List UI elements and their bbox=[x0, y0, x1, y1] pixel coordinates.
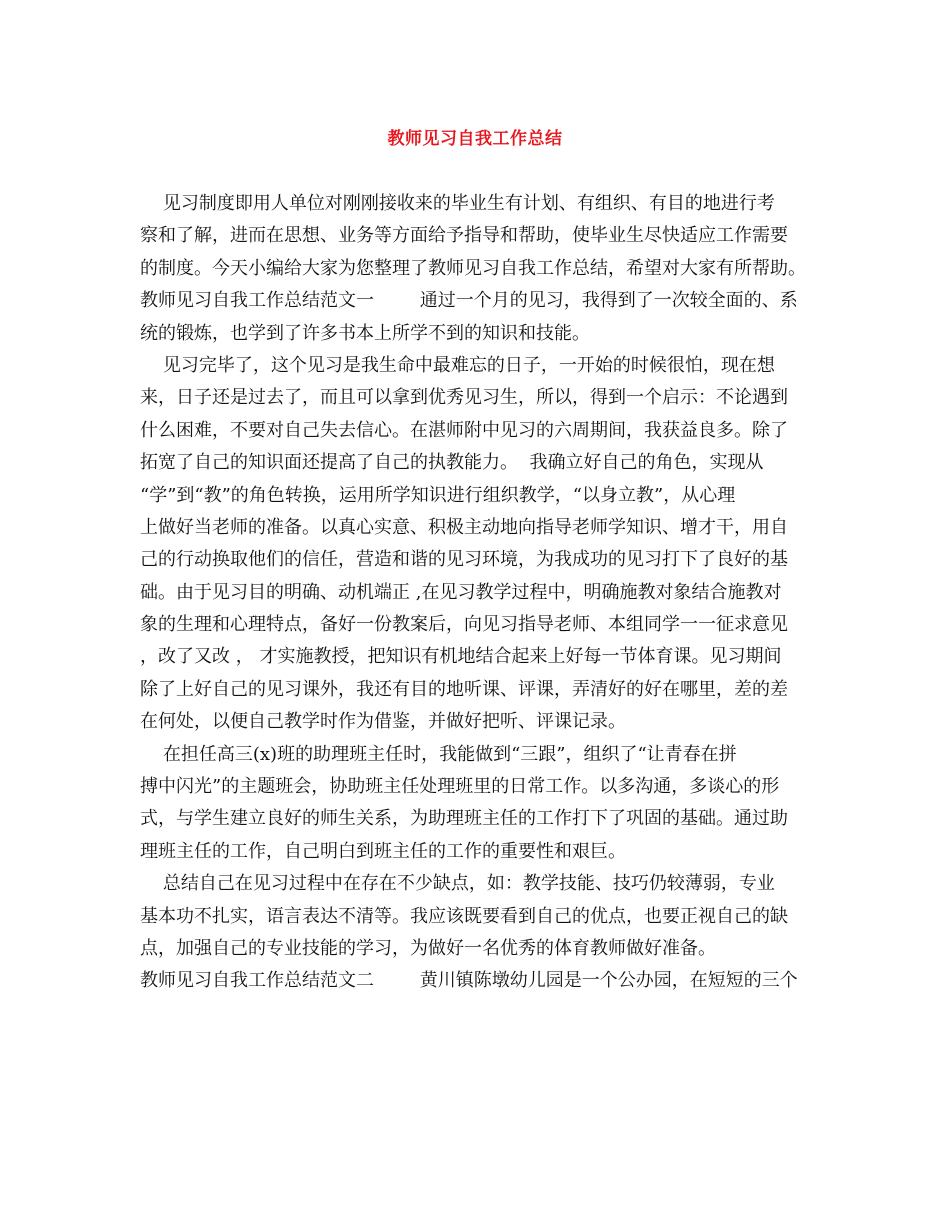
text-line: 教师见习自我工作总结范文一 通过一个月的见习，我得到了一次较全面的、系 bbox=[140, 290, 798, 312]
text-line: 的制度。今天小编给大家为您整理了教师见习自我工作总结，希望对大家有所帮助。 bbox=[140, 257, 806, 279]
text-line: 点，加强自己的专业技能的学习，为做好一名优秀的体育教师做好准备。 bbox=[140, 937, 716, 959]
text-line: 统的锻炼，也学到了许多书本上所学不到的知识和技能。 bbox=[140, 322, 590, 344]
text-line: ，改了又改 ， 才实施教授，把知识有机地结合起来上好每一节体育课。见习期间 bbox=[140, 646, 782, 668]
text-line: 象的生理和心理特点，备好一份教案后，向见习指导老师、本组同学一一征求意见 bbox=[140, 614, 788, 636]
text-line: “学”到“教”的角色转换，运用所学知识进行组织教学，“以身立教”，从心理 bbox=[140, 484, 736, 506]
text-line: 搏中闪光”的主题班会，协助班主任处理班里的日常工作。以多沟通，多谈心的形 bbox=[140, 776, 780, 798]
text-line: 在何处，以便自己教学时作为借鉴，并做好把听、评课记录。 bbox=[140, 711, 626, 733]
text-line: 除了上好自己的见习课外，我还有目的地听课、评课，弄清好的好在哪里，差的差 bbox=[140, 678, 788, 700]
text-line: 来，日子还是过去了，而且可以拿到优秀见习生，所以，得到一个启示：不论遇到 bbox=[140, 387, 788, 409]
text-line: 上做好当老师的准备。以真心实意、积极主动地向指导老师学知识、增才干，用自 bbox=[140, 516, 788, 538]
text-line: 在担任高三(x)班的助理班主任时，我能做到“三跟”，组织了“让青春在拼 bbox=[140, 743, 737, 765]
text-line: 己的行动换取他们的信任，营造和谐的见习环境，为我成功的见习打下了良好的基 bbox=[140, 549, 788, 571]
text-line: 基本功不扎实，语言表达不清等。我应该既要看到自己的优点，也要正视自己的缺 bbox=[140, 905, 788, 927]
text-line: 见习完毕了，这个见习是我生命中最难忘的日子，一开始的时候很怕，现在想 bbox=[140, 354, 775, 376]
document-body bbox=[140, 188, 815, 998]
text-line: 什么困难，不要对自己失去信心。在湛师附中见习的六周期间，我获益良多。除了 bbox=[140, 419, 788, 441]
text-line: 察和了解，进而在思想、业务等方面给予指导和帮助，使毕业生尽快适应工作需要 bbox=[140, 225, 788, 247]
text-line: 础。由于见习目的明确、动机端正 ,在见习教学过程中，明确施教对象结合施教对 bbox=[140, 581, 782, 603]
text-line: 式，与学生建立良好的师生关系，为助理班主任的工作打下了巩固的基础。通过助 bbox=[140, 808, 788, 830]
text-line: 总结自己在见习过程中在存在不少缺点，如：教学技能、技巧仍较薄弱，专业 bbox=[140, 873, 775, 895]
text-line: 见习制度即用人单位对刚刚接收来的毕业生有计划、有组织、有目的地进行考 bbox=[140, 193, 775, 214]
text-line: 理班主任的工作，自己明白到班主任的工作的重要性和艰巨。 bbox=[140, 840, 626, 862]
text-line: 拓宽了自己的知识面还提高了自己的执教能力。 我确立好自己的角色，实现从 bbox=[140, 452, 764, 474]
document-title: 教师见习自我工作总结 bbox=[387, 129, 563, 149]
text-line: 教师见习自我工作总结范文二 黄川镇陈墩幼儿园是一个公办园，在短短的三个 bbox=[140, 970, 798, 992]
